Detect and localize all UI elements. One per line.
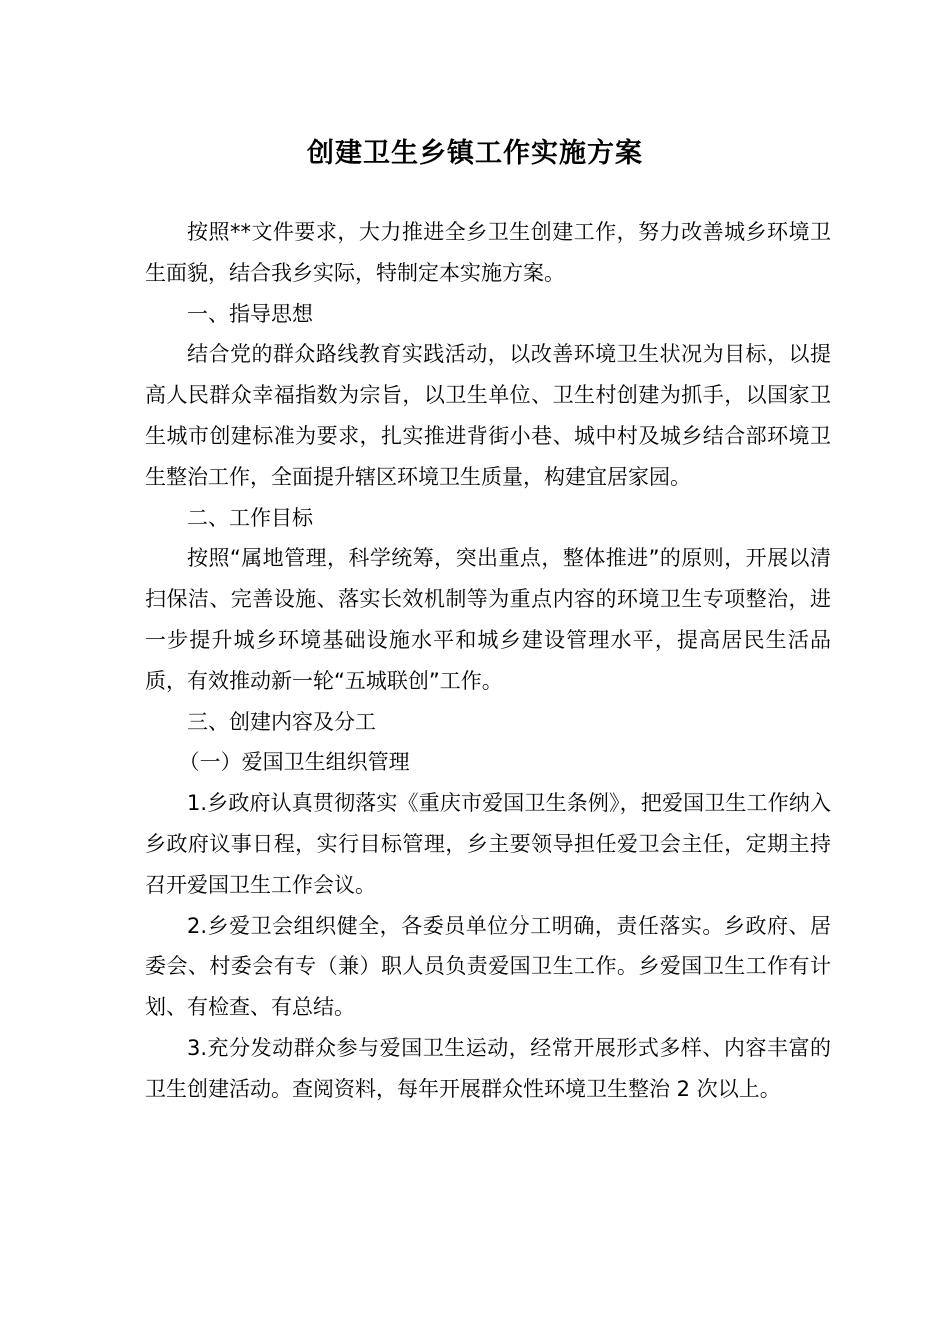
subsection-heading-organization: （一）爱国卫生组织管理 [178,750,410,775]
paragraph-item-2: 2.乡爱卫会组织健全，各委员单位分工明确，责任落实。乡政府、居委会、村委会有专（兼）职人员负责爱国卫生工作。乡爱国卫生工作有计划、有检查、有总结。 [145,913,831,1020]
document-body [145,212,831,1110]
section-heading-work-goals: 二、工作目标 [187,505,313,530]
document-title: 创建卫生乡镇工作实施方案 [307,138,643,169]
paragraph-item-1: 1.乡政府认真贯彻落实《重庆市爱国卫生条例》，把爱国卫生工作纳入乡政府议事日程，实行目标管理，乡主要领导担任爱卫会主任，定期主持召开爱国卫生工作会议。 [145,791,831,897]
paragraph-work-goals: 按照“属地管理，科学统筹，突出重点，整体推进”的原则，开展以清扫保洁、完善设施、落实长效机制等为重点内容的环境卫生专项整治，进一步提升城乡环境基础设施水平和城乡建设管理水平，提高居民生活品质，有效推动新一轮“五城联创”工作。 [145,546,831,693]
section-heading-content-division: 三、创建内容及分工 [187,709,376,734]
section-heading-guiding-thought: 一、指导思想 [187,301,313,326]
paragraph-guiding-thought: 结合党的群众路线教育实践活动，以改善环境卫生状况为目标，以提高人民群众幸福指数为宗旨，以卫生单位、卫生村创建为抓手，以国家卫生城市创建标准为要求，扎实推进背街小巷、城中村及城乡结合部环境卫生整治工作，全面提升辖区环境卫生质量，构建宜居家园。 [145,342,831,489]
paragraph-intro: 按照**文件要求，大力推进全乡卫生创建工作，努力改善城乡环境卫生面貌，结合我乡实际，特制定本实施方案。 [145,220,831,285]
paragraph-item-3: 3.充分发动群众参与爱国卫生运动，经常开展形式多样、内容丰富的卫生创建活动。查阅资料，每年开展群众性环境卫生整治 2 次以上。 [145,1035,831,1101]
